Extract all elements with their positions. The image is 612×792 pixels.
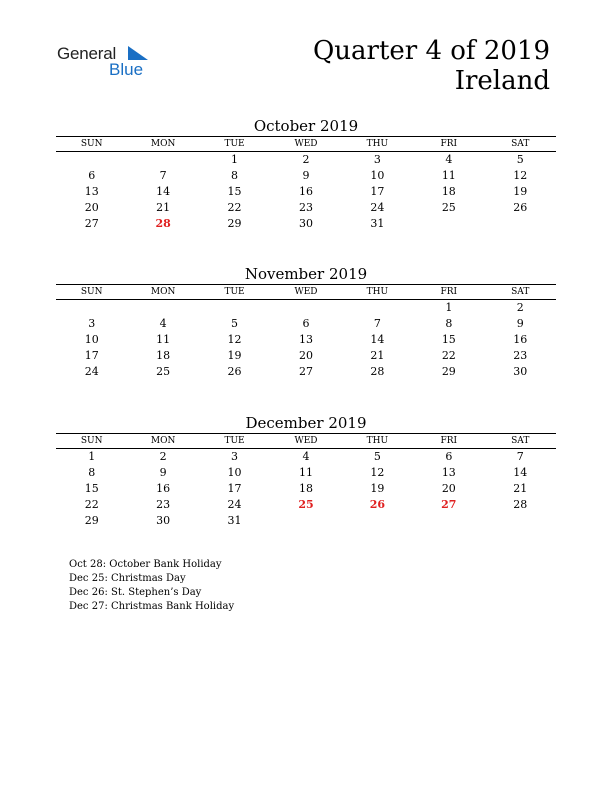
weekday-label: MON (150, 287, 176, 297)
weekday-label: MON (150, 139, 176, 149)
title-country: Ireland (454, 66, 550, 96)
day-cell: 4 (159, 317, 167, 330)
day-cell: 24 (370, 201, 385, 214)
page-title (313, 36, 550, 96)
week-row (56, 481, 556, 497)
day-cell: 25 (156, 365, 171, 378)
day-cell (270, 513, 341, 529)
day-cell: 15 (227, 185, 242, 198)
month-october (56, 116, 556, 232)
week-row (56, 449, 556, 465)
month-title: October 2019 (253, 117, 359, 135)
day-cell (413, 216, 484, 232)
day-cell: 6 (88, 169, 96, 182)
day-cell: 19 (513, 185, 528, 198)
day-cell: 17 (84, 349, 99, 362)
weekday-label: WED (294, 436, 318, 446)
holiday-note: Dec 25: Christmas Day (69, 573, 186, 584)
day-cell: 21 (513, 482, 528, 495)
day-cell: 8 (231, 169, 239, 182)
day-cell: 16 (513, 333, 528, 346)
weekday-label: THU (366, 436, 389, 446)
day-cell: 28 (370, 365, 385, 378)
day-cell (413, 513, 484, 529)
day-cell: 24 (227, 498, 242, 511)
weekday-label: WED (294, 139, 318, 149)
day-cell: 27 (84, 217, 99, 230)
logo-text-blue: Blue (109, 60, 144, 79)
weekday-label: FRI (440, 139, 458, 149)
holiday-note: Dec 26: St. Stephen’s Day (69, 587, 202, 598)
day-cell: 14 (370, 333, 385, 346)
weekday-label: SUN (80, 436, 103, 446)
day-cell: 6 (445, 450, 453, 463)
day-cell: 13 (298, 333, 313, 346)
weekday-label: SUN (80, 287, 103, 297)
day-cell: 7 (159, 169, 167, 182)
weekday-label: SAT (511, 287, 530, 297)
weekday-label: THU (366, 139, 389, 149)
day-cell: 24 (84, 365, 99, 378)
month-title: November 2019 (244, 265, 368, 283)
day-cell: 21 (156, 201, 171, 214)
weekday-label: FRI (440, 287, 458, 297)
week-row (56, 332, 556, 348)
day-cell: 9 (516, 317, 524, 330)
day-cell: 9 (159, 466, 167, 479)
week-row (56, 152, 556, 168)
holiday-notes (69, 558, 234, 614)
day-cell: 23 (298, 201, 313, 214)
weekday-header-row (56, 285, 556, 299)
day-cell: 31 (227, 514, 242, 527)
day-cell: 23 (156, 498, 171, 511)
weekday-label: FRI (440, 436, 458, 446)
week-row (56, 364, 556, 380)
day-cell: 26 (513, 201, 528, 214)
day-cell: 1 (88, 450, 96, 463)
weekday-label: SAT (511, 139, 530, 149)
day-cell (485, 513, 556, 529)
title-quarter: Quarter 4 of 2019 (312, 36, 550, 66)
day-cell: 7 (373, 317, 381, 330)
day-cell: 25 (441, 201, 456, 214)
weekday-label: SUN (80, 139, 103, 149)
day-cell: 2 (159, 450, 167, 463)
weekday-label: WED (294, 287, 318, 297)
day-cell: 18 (441, 185, 456, 198)
generalblue-logo (57, 44, 157, 84)
logo-triangle-icon (124, 46, 148, 60)
day-cell: 22 (227, 201, 242, 214)
weekday-label: TUE (224, 436, 245, 446)
day-cell: 17 (227, 482, 242, 495)
day-cell: 29 (441, 365, 456, 378)
day-cell: 20 (84, 201, 99, 214)
weekday-label: TUE (224, 139, 245, 149)
day-cell: 29 (227, 217, 242, 230)
week-row (56, 465, 556, 481)
week-row (56, 348, 556, 364)
day-cell (127, 300, 198, 316)
day-cell: 12 (227, 333, 242, 346)
day-cell: 30 (156, 514, 171, 527)
day-cell: 26 (227, 365, 242, 378)
holiday-day-cell: 28 (155, 217, 171, 230)
day-cell: 5 (516, 153, 524, 166)
day-cell: 11 (441, 169, 456, 182)
day-cell: 13 (84, 185, 99, 198)
day-cell: 3 (88, 317, 96, 330)
week-row (56, 513, 556, 529)
day-cell (342, 513, 413, 529)
day-cell: 2 (516, 301, 524, 314)
logo-text-general: General (57, 44, 117, 63)
holiday-day-cell: 26 (369, 498, 386, 511)
day-cell: 12 (513, 169, 528, 182)
day-cell: 30 (513, 365, 528, 378)
day-cell: 15 (84, 482, 99, 495)
day-cell: 4 (445, 153, 453, 166)
day-cell: 4 (302, 450, 310, 463)
week-row (56, 497, 556, 513)
day-cell: 1 (445, 301, 453, 314)
day-cell: 5 (231, 317, 239, 330)
day-cell: 18 (156, 349, 171, 362)
day-cell: 17 (370, 185, 385, 198)
day-cell: 13 (441, 466, 456, 479)
month-november (56, 264, 556, 380)
day-cell: 14 (513, 466, 528, 479)
day-cell (342, 300, 413, 316)
week-row (56, 316, 556, 332)
week-row (56, 200, 556, 216)
day-cell: 27 (298, 365, 313, 378)
day-cell: 31 (370, 217, 385, 230)
holiday-note: Oct 28: October Bank Holiday (69, 559, 222, 570)
day-cell: 5 (373, 450, 381, 463)
day-cell: 9 (302, 169, 310, 182)
day-cell: 21 (370, 349, 385, 362)
day-cell (127, 152, 198, 168)
week-row (56, 168, 556, 184)
day-cell: 18 (298, 482, 313, 495)
day-cell: 2 (302, 153, 310, 166)
month-december (56, 413, 556, 529)
day-cell: 10 (370, 169, 385, 182)
week-row (56, 184, 556, 200)
month-title: December 2019 (245, 414, 367, 432)
day-cell: 28 (513, 498, 528, 511)
day-cell: 3 (373, 153, 381, 166)
weekday-label: MON (150, 436, 176, 446)
day-cell: 12 (370, 466, 385, 479)
day-cell: 11 (156, 333, 171, 346)
day-cell: 19 (227, 349, 242, 362)
weekday-label: SAT (511, 436, 530, 446)
day-cell: 3 (231, 450, 239, 463)
day-cell: 30 (298, 217, 313, 230)
day-cell (56, 152, 127, 168)
day-cell: 22 (441, 349, 456, 362)
day-cell: 10 (84, 333, 99, 346)
day-cell: 23 (513, 349, 528, 362)
day-cell: 8 (88, 466, 96, 479)
day-cell: 15 (441, 333, 456, 346)
holiday-day-cell: 27 (441, 498, 457, 511)
day-cell: 8 (445, 317, 453, 330)
holiday-day-cell: 25 (298, 498, 314, 511)
day-cell: 14 (156, 185, 171, 198)
weekday-label: TUE (224, 287, 245, 297)
weekday-header-row (56, 137, 556, 151)
day-cell: 22 (84, 498, 99, 511)
day-cell: 19 (370, 482, 385, 495)
day-cell (199, 300, 270, 316)
day-cell: 10 (227, 466, 242, 479)
week-row (56, 216, 556, 232)
day-cell (485, 216, 556, 232)
day-cell: 20 (441, 482, 456, 495)
weekday-label: THU (366, 287, 389, 297)
day-cell: 29 (84, 514, 99, 527)
day-cell (56, 300, 127, 316)
day-cell: 1 (231, 153, 239, 166)
day-cell: 20 (298, 349, 313, 362)
day-cell: 16 (156, 482, 171, 495)
holiday-note: Dec 27: Christmas Bank Holiday (69, 601, 235, 612)
day-cell: 16 (298, 185, 313, 198)
day-cell: 6 (302, 317, 310, 330)
weekday-header-row (56, 434, 556, 448)
day-cell: 7 (516, 450, 524, 463)
day-cell (270, 300, 341, 316)
day-cell: 11 (298, 466, 313, 479)
week-row (56, 300, 556, 316)
